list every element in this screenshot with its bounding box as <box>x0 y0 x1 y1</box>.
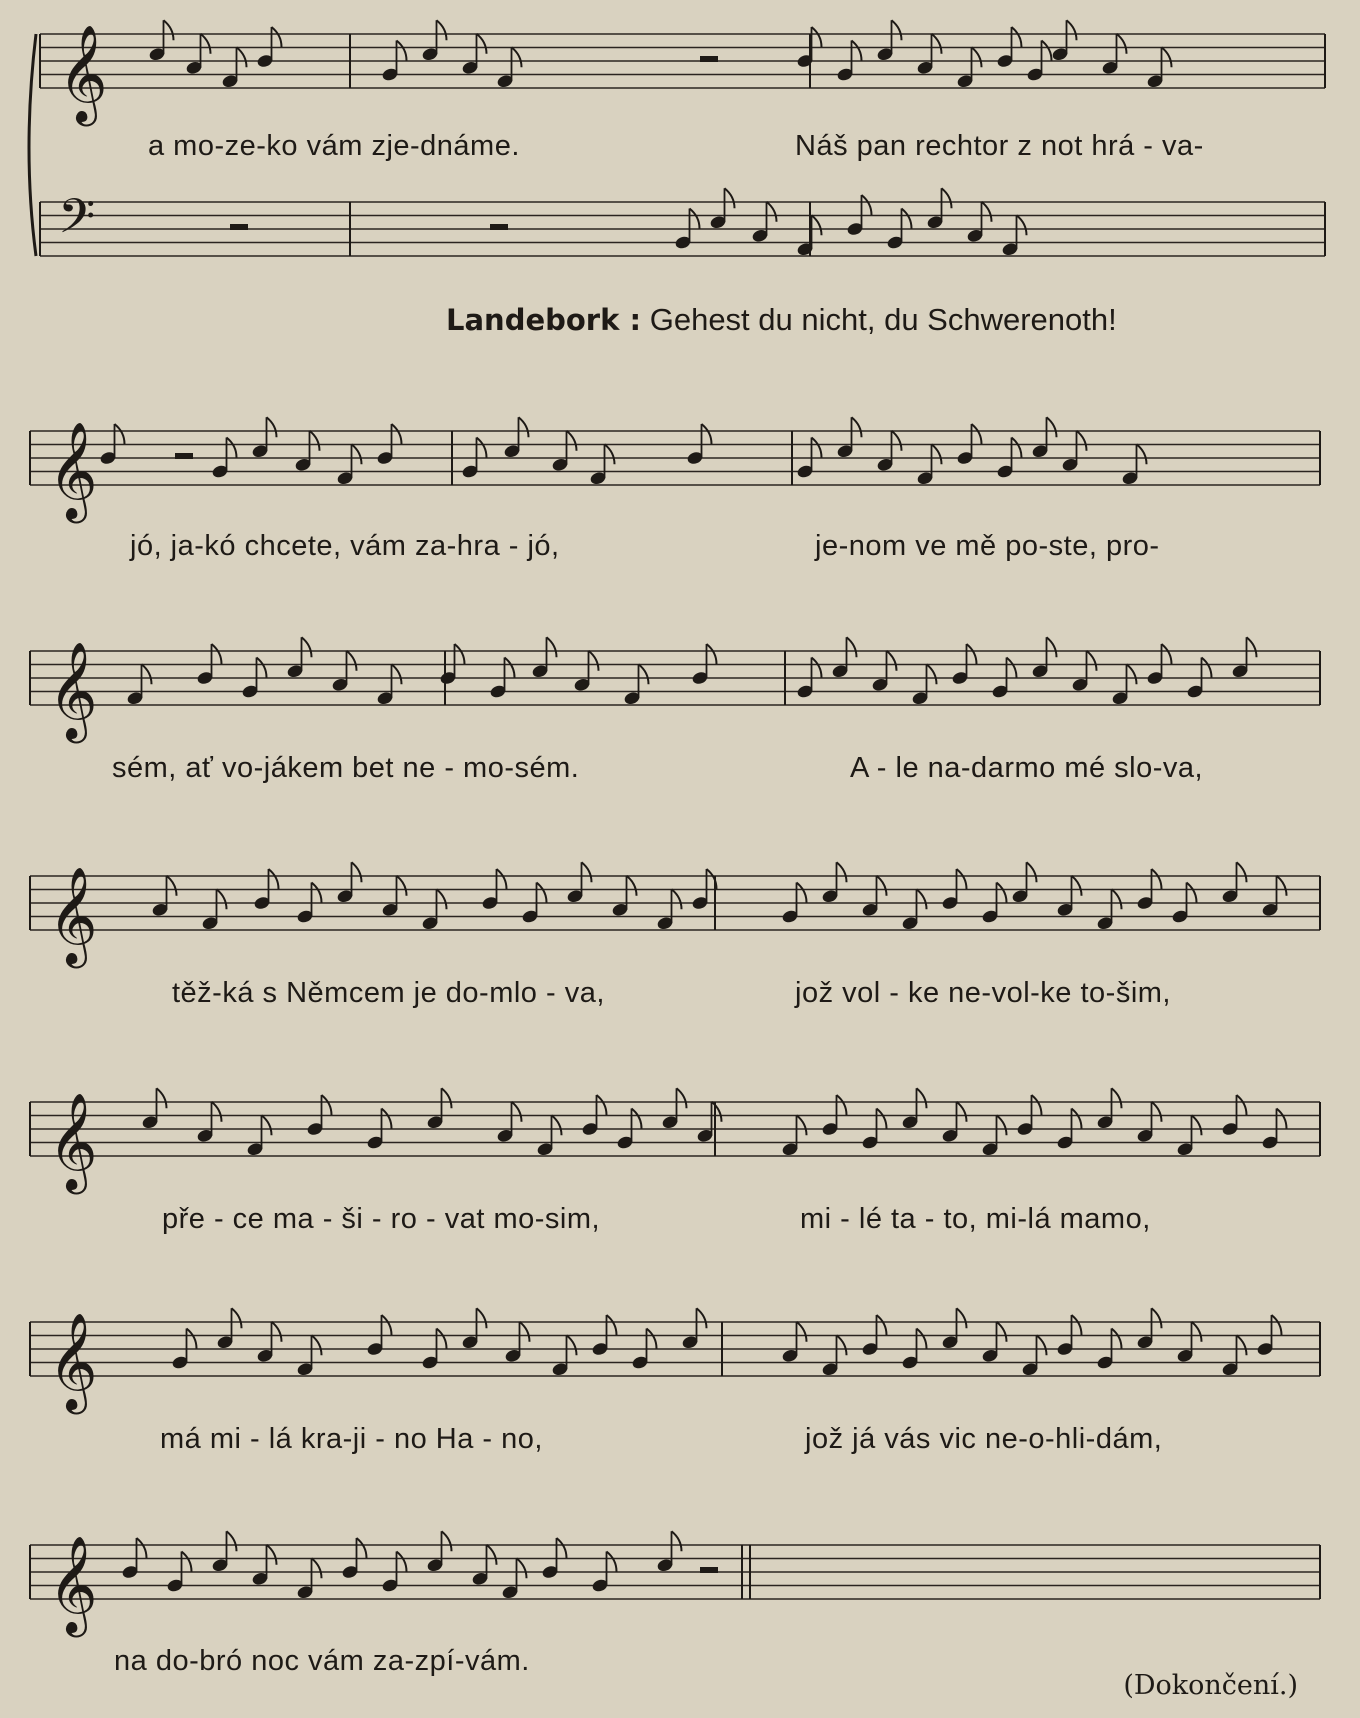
note-flag <box>512 47 522 67</box>
lyric-line: jož já vás vic ne-o-hli-dám, <box>805 1423 1163 1455</box>
note-flag <box>837 1095 847 1115</box>
lyric-line: je-nom ve mě po-ste, pro- <box>815 530 1160 562</box>
speaker-name: Landebork : <box>446 303 642 337</box>
note-flag <box>437 1329 447 1349</box>
lyric-line: má mi - lá kra-ji - no Ha - no, <box>160 1423 543 1455</box>
note-flag <box>267 1545 277 1565</box>
note-flag <box>862 195 872 215</box>
note-flag <box>227 1531 237 1551</box>
note-flag <box>1017 215 1027 235</box>
lyric-line: sém, ať vo-jákem bet ne - mo-sém. <box>112 752 580 784</box>
staff <box>30 1092 1320 1194</box>
note-flag <box>797 1322 807 1342</box>
lyric-line: Náš pan rechtor z not hrá - va- <box>795 130 1204 162</box>
note-flag <box>917 1088 927 1108</box>
note-flag <box>1137 444 1147 464</box>
note-flag <box>1247 637 1257 657</box>
note-flag <box>607 1315 617 1335</box>
note-flag <box>812 438 822 458</box>
note-flag <box>352 444 362 464</box>
lyric-line: jož vol - ke ne-vol-ke to-šim, <box>795 977 1171 1009</box>
note-flag <box>632 1109 642 1129</box>
note-flag <box>312 883 322 903</box>
note-flag <box>157 1088 167 1108</box>
note-flag <box>1012 438 1022 458</box>
note-flag <box>1072 1315 1082 1335</box>
note-flag <box>957 869 967 889</box>
spoken-text: Gehest du nicht, du Schwerenoth! <box>649 302 1117 337</box>
note-flag <box>1042 41 1052 61</box>
note-flag <box>1272 1315 1282 1335</box>
note-flag <box>697 1308 707 1328</box>
note-flag <box>647 1329 657 1349</box>
note-flag <box>1112 1088 1122 1108</box>
rest-mark <box>175 453 193 459</box>
note-flag <box>227 438 237 458</box>
note-flag <box>1087 651 1097 671</box>
note-flag <box>1237 862 1247 882</box>
rest-mark <box>700 1567 718 1573</box>
note-flag <box>187 1329 197 1349</box>
note-flag <box>567 431 577 451</box>
note-flag <box>607 1552 617 1572</box>
note-flag <box>272 27 282 47</box>
note-flag <box>972 47 982 67</box>
note-flag <box>1277 876 1287 896</box>
note-flag <box>967 644 977 664</box>
treble-clef-icon: 𝄞 <box>48 866 98 964</box>
treble-clef-icon: 𝄞 <box>48 641 98 739</box>
note-flag <box>1047 637 1057 657</box>
note-flag <box>942 188 952 208</box>
note-flag <box>877 1315 887 1335</box>
note-flag <box>812 215 822 235</box>
note-flag <box>567 1335 577 1355</box>
note-flag <box>1192 1115 1202 1135</box>
note-flag <box>1032 1095 1042 1115</box>
note-flag <box>302 637 312 657</box>
note-flag <box>997 1115 1007 1135</box>
note-flag <box>1007 658 1017 678</box>
note-flag <box>487 1545 497 1565</box>
note-flag <box>1112 889 1122 909</box>
note-flag <box>852 417 862 437</box>
note-flag <box>892 20 902 40</box>
note-flag <box>725 188 735 208</box>
staff <box>40 24 1325 126</box>
note-flag <box>1162 644 1172 664</box>
note-flag <box>167 876 177 896</box>
note-flag <box>707 644 717 664</box>
note-flag <box>627 876 637 896</box>
note-flag <box>322 1095 332 1115</box>
note-flag <box>639 664 649 684</box>
note-flag <box>212 1102 222 1122</box>
note-flag <box>477 438 487 458</box>
note-flag <box>917 1329 927 1349</box>
note-flag <box>269 869 279 889</box>
note-flag <box>1162 47 1172 67</box>
note-flag <box>812 658 822 678</box>
note-flag <box>397 876 407 896</box>
note-flag <box>201 34 211 54</box>
staff <box>30 1312 1320 1414</box>
note-flag <box>182 1552 192 1572</box>
note-flag <box>677 1088 687 1108</box>
note-flag <box>477 34 487 54</box>
note-flag <box>1127 664 1137 684</box>
note-flag <box>1277 1109 1287 1129</box>
note-flag <box>1152 1102 1162 1122</box>
note-flag <box>237 47 247 67</box>
rest-mark <box>490 224 508 230</box>
note-flag <box>232 1308 242 1328</box>
note-flag <box>972 424 982 444</box>
note-flag <box>212 644 222 664</box>
note-flag <box>1152 1308 1162 1328</box>
treble-clef-icon: 𝄞 <box>48 1092 98 1190</box>
note-flag <box>797 883 807 903</box>
note-flag <box>712 1102 722 1122</box>
note-flag <box>892 431 902 451</box>
lyric-line: mi - lé ta - to, mi-lá mamo, <box>800 1203 1151 1235</box>
treble-clef-icon: 𝄞 <box>58 24 108 122</box>
note-flag <box>957 1308 967 1328</box>
note-flag <box>1072 1109 1082 1129</box>
note-flag <box>397 41 407 61</box>
note-flag <box>672 889 682 909</box>
note-flag <box>115 424 125 444</box>
note-flag <box>1237 1095 1247 1115</box>
note-flag <box>672 1531 682 1551</box>
spoken-line <box>446 302 1117 338</box>
note-flag <box>1152 869 1162 889</box>
note-flag <box>437 20 447 40</box>
note-flag <box>917 889 927 909</box>
note-flag <box>217 889 227 909</box>
note-flag <box>382 1109 392 1129</box>
note-flag <box>512 1102 522 1122</box>
treble-clef-icon: 𝄞 <box>48 1535 98 1633</box>
lyric-line: těž-ká s Němcem je do-mlo - va, <box>172 977 605 1009</box>
note-flag <box>257 658 267 678</box>
note-flag <box>1037 1335 1047 1355</box>
note-flag <box>1187 883 1197 903</box>
note-flag <box>357 1538 367 1558</box>
note-flag <box>437 889 447 909</box>
note-flag <box>1192 1322 1202 1342</box>
note-flag <box>517 1558 527 1578</box>
note-flag <box>455 644 465 664</box>
note-flag <box>902 209 912 229</box>
note-flag <box>837 862 847 882</box>
note-flag <box>582 862 592 882</box>
note-flag <box>137 1538 147 1558</box>
note-flag <box>272 1322 282 1342</box>
treble-clef-icon: 𝄞 <box>48 421 98 519</box>
continuation-note: (Dokončení.) <box>1123 1670 1298 1701</box>
note-flag <box>589 651 599 671</box>
note-flag <box>1047 417 1057 437</box>
rest-mark <box>230 224 248 230</box>
note-flag <box>767 202 777 222</box>
note-flag <box>812 27 822 47</box>
note-flag <box>547 637 557 657</box>
note-flag <box>442 1088 452 1108</box>
note-flag <box>702 424 712 444</box>
note-flag <box>1067 20 1077 40</box>
note-flag <box>852 41 862 61</box>
note-flag <box>1202 658 1212 678</box>
note-flag <box>997 1322 1007 1342</box>
staff <box>30 866 1320 968</box>
note-flag <box>1072 876 1082 896</box>
note-flag <box>1117 34 1127 54</box>
note-flag <box>847 637 857 657</box>
note-flag <box>997 883 1007 903</box>
staff <box>30 1535 1320 1637</box>
note-flag <box>312 1558 322 1578</box>
note-flag <box>352 862 362 882</box>
lyric-line: pře - ce ma - ši - ro - vat mo-sim, <box>162 1203 601 1235</box>
note-flag <box>690 209 700 229</box>
note-flag <box>957 1102 967 1122</box>
note-flag <box>932 444 942 464</box>
note-flag <box>1077 431 1087 451</box>
note-flag <box>382 1315 392 1335</box>
note-flag <box>1027 862 1037 882</box>
note-flag <box>932 34 942 54</box>
note-flag <box>1012 27 1022 47</box>
note-flag <box>477 1308 487 1328</box>
rest-mark <box>700 56 718 62</box>
treble-clef-icon: 𝄞 <box>48 1312 98 1410</box>
note-flag <box>267 417 277 437</box>
note-flag <box>1237 1335 1247 1355</box>
note-flag <box>497 869 507 889</box>
note-flag <box>519 417 529 437</box>
lyric-line: a mo-ze-ko vám zje-dnáme. <box>148 130 520 162</box>
note-flag <box>262 1115 272 1135</box>
note-flag <box>520 1322 530 1342</box>
lyric-line: A - le na-darmo mé slo-va, <box>850 752 1204 784</box>
note-flag <box>877 876 887 896</box>
note-flag <box>927 664 937 684</box>
lyric-line: jó, ja-kó chcete, vám za-hra - jó, <box>130 530 560 562</box>
note-flag <box>347 651 357 671</box>
system-brace <box>29 34 36 256</box>
note-flag <box>312 1335 322 1355</box>
note-flag <box>597 1095 607 1115</box>
note-flag <box>505 658 515 678</box>
note-flag <box>552 1115 562 1135</box>
note-flag <box>605 444 615 464</box>
note-flag <box>877 1109 887 1129</box>
note-flag <box>442 1531 452 1551</box>
bass-clef-icon: 𝄢 <box>58 188 96 256</box>
note-flag <box>557 1538 567 1558</box>
note-flag <box>392 424 402 444</box>
note-flag <box>887 651 897 671</box>
note-flag <box>837 1335 847 1355</box>
note-flag <box>797 1115 807 1135</box>
note-flag <box>164 20 174 40</box>
note-flag <box>537 883 547 903</box>
note-flag <box>397 1552 407 1572</box>
note-flag <box>982 202 992 222</box>
note-flag <box>1112 1329 1122 1349</box>
note-flag <box>142 664 152 684</box>
lyric-line: na do-bró noc vám za-zpí-vám. <box>114 1645 530 1677</box>
note-flag <box>392 664 402 684</box>
note-flag <box>310 431 320 451</box>
